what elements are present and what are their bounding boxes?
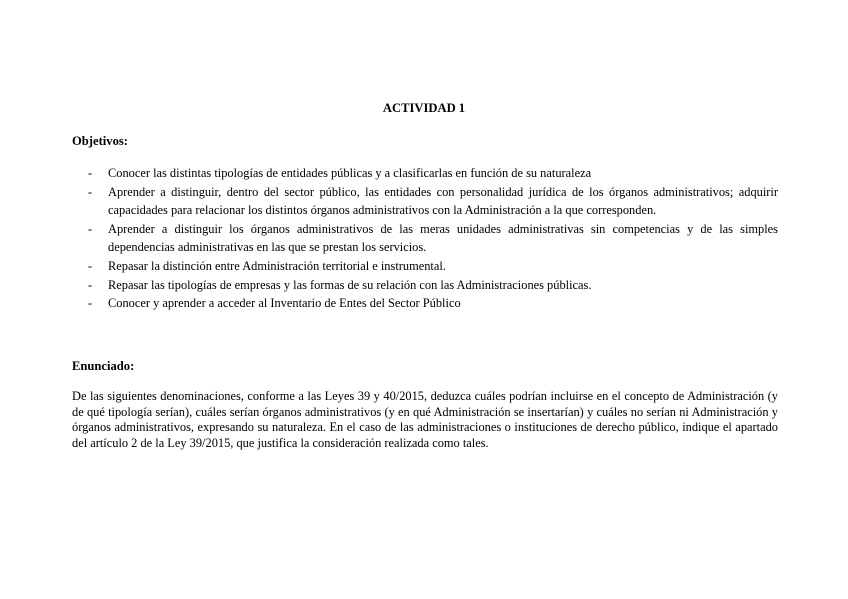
objective-text: Repasar la distinción entre Administración territorial e instrumental. (108, 258, 446, 273)
objective-text: Aprender a distinguir los órganos administrativos de las meras unidades administrativas sin competencias y de las simples dependencias administrativas en las que se prestan los servicios. (108, 221, 778, 255)
bullet-dash: - (88, 277, 93, 292)
objective-text: Aprender a distinguir, dentro del sector público, las entidades con personalidad jurídica de los órganos administrativos; adquirir capacidades para relacionar los distintos órganos administrativos con la Administración a la que corresponden. (108, 184, 778, 218)
objective-item (88, 294, 778, 313)
objective-item (88, 257, 778, 276)
objectives-heading: Objetivos: (72, 134, 128, 148)
objective-text: Conocer las distintas tipologías de entidades públicas y a clasificarlas en función de su naturaleza (108, 166, 592, 180)
bullet-dash: - (88, 258, 93, 273)
objective-text: Repasar las tipologías de empresas y las formas de su relación con las Administraciones públicas. (108, 277, 592, 292)
objective-item (88, 276, 778, 295)
objective-item (88, 220, 778, 257)
bullet-dash: - (88, 184, 93, 199)
bullet-dash: - (88, 221, 93, 236)
statement-heading: Enunciado: (72, 359, 135, 373)
objectives-list (88, 164, 778, 313)
objective-item (88, 183, 778, 220)
bullet-dash: - (88, 166, 93, 180)
objective-item (88, 164, 778, 183)
bullet-dash: - (88, 296, 93, 311)
objective-text: Conocer y aprender a acceder al Inventario de Entes del Sector Público (108, 296, 461, 311)
statement-paragraph: De las siguientes denominaciones, conforme a las Leyes 39 y 40/2015, deduzca cuáles podrían incluirse en el concepto de Administración (y de qué tipología serían), cuáles serían órganos administrativos (y en qué Administración se insertarían) y cuáles no serían ni Administración y órganos administrativos, expresando su naturaleza. En el caso de las administraciones o instituciones de derecho público, indique el apartado del artículo 2 de la Ley 39/2015, que justifica la consideración realizada como tales. (72, 389, 778, 450)
document-title: ACTIVIDAD 1 (382, 101, 466, 115)
